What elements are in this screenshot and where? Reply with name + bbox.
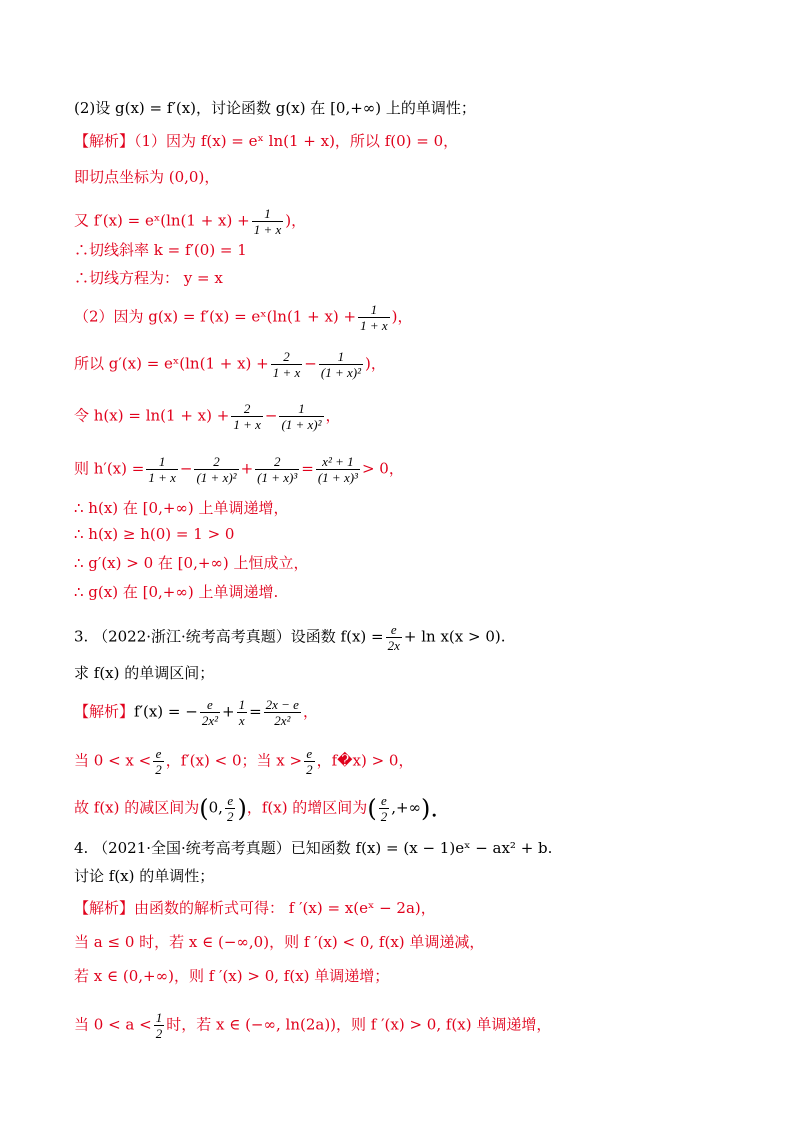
fraction: $\frac{1}{1 + x}$ [360, 302, 388, 333]
problem-4-analysis-line: 【解析】由函数的解析式可得： f ′(x) = x(eˣ − 2a)， [74, 899, 436, 917]
fraction: $\frac{\text{x² + 1}}{\text{(1 + x)³}}$ [317, 454, 358, 485]
fraction: $\frac{e}{2}$ [380, 793, 388, 824]
problem-3-conclusion-line: 故 f(x) 的减区间为(0, $\frac{e}{2}$ )，f(x) 的增区间为( $\frac{e}{2}$ ,+∞). [74, 793, 439, 824]
fraction: $\frac{e}{\text{2x²}}$ [201, 697, 218, 728]
case-a-nonpositive-line: 当 a ≤ 0 时，若 x ∈ (−∞,0)，则 f ′(x) < 0, f(x) 单调递减， [74, 933, 485, 951]
h-prime-line: 则 h′(x) = $\frac{1}{1 + x}$ − $\frac{2}{\text{(1 + x)²}}$ + $\frac{2}{\text{(1 + x)³}}$ = $\frac{\text{x² + 1}}{\text{(1 + x)³}}$ > 0， [74, 454, 404, 485]
fraction: $\frac{2x - e}{\text{2x²}}$ [265, 697, 299, 728]
analysis-tag: 【解析】 [74, 132, 135, 150]
tangent-equation-line: ∴切线方程为： y = x [74, 269, 223, 287]
g-prime-line: 所以 g′(x) = eˣ(ln(1 + x) + $\frac{2}{1 + x}$ − $\frac{1}{\text{(1 + x)²}}$ )， [74, 349, 386, 380]
fraction: $\frac{1}{\text{(1 + x)²}}$ [320, 349, 361, 380]
h-bound-line: ∴ h(x) ≥ h(0) = 1 > 0 [74, 525, 235, 543]
analysis-tag: 【解析】 [74, 899, 135, 917]
h-increasing-line: ∴ h(x) 在 [0,+∞) 上单调递增， [74, 499, 289, 517]
fraction: $\frac{1}{2}$ [155, 1010, 163, 1041]
fraction: $\frac{1}{\text{(1 + x)²}}$ [281, 401, 322, 432]
problem-4-statement: 4. （2021·全国·统考高考真题）已知函数 f(x) = (x − 1)eˣ − ax² + b. [74, 839, 553, 857]
case-positive-x-line: 若 x ∈ (0,+∞)，则 f ′(x) > 0, f(x) 单调递增； [74, 967, 390, 985]
fraction: $\frac{e}{2}$ [155, 746, 162, 777]
fraction: $\frac{2}{\text{(1 + x)³}}$ [257, 454, 298, 485]
fraction: $\frac{2}{1 + x}$ [272, 349, 301, 380]
g-increasing-line: ∴ g(x) 在 [0,+∞) 上单调递增. [74, 583, 279, 601]
g-prime-positive-line: ∴ g′(x) > 0 在 [0,+∞) 上恒成立， [74, 554, 309, 572]
part-2-question: (2)设 g(x) = f′(x)，讨论函数 g(x) 在 [0,+∞) 上的单调性； [74, 99, 476, 117]
problem-3-analysis-line: 【解析】f′(x) = − $\frac{e}{\text{2x²}}$ + $\frac{1}{x}$ = $\frac{2x - e}{\text{2x²}}$ ， [74, 697, 318, 728]
fraction: $\frac{e}{2}$ [226, 793, 234, 824]
analysis-part-1: 【解析】（1）因为 f(x) = eˣ ln(1 + x)，所以 f(0) = 0， [74, 132, 459, 150]
fraction: $\frac{1}{1 + x}$ [148, 454, 176, 485]
problem-4-question: 讨论 f(x) 的单调性； [74, 867, 215, 885]
fraction: $\frac{e}{2x}$ [387, 622, 400, 653]
fraction: $\frac{2}{\text{(1 + x)²}}$ [196, 454, 237, 485]
problem-3-statement: 3. （2022·浙江·统考高考真题）设函数 f(x) = $\frac{e}{2x}$ + ln x(x > 0). [74, 622, 506, 653]
problem-3-question: 求 f(x) 的单调区间； [74, 664, 215, 682]
derivative-line: 又 f′(x) = eˣ(ln(1 + x) + $\frac{1}{1 + x}$ )， [74, 206, 307, 237]
fraction: $\frac{2}{1 + x}$ [233, 401, 261, 432]
slope-line: ∴切线斜率 k = f′(0) = 1 [74, 241, 247, 259]
fraction: $\frac{1}{1 + x}$ [253, 206, 282, 237]
tangent-point-line: 即切点坐标为 (0,0)， [74, 168, 220, 186]
fraction: $\frac{1}{x}$ [238, 697, 246, 728]
fraction: $\frac{e}{2}$ [306, 746, 313, 777]
case-a-small-line: 当 0 < a < $\frac{1}{2}$ 时，若 x ∈ (−∞, ln(2a))，则 f ′(x) > 0, f(x) 单调递增， [74, 1010, 552, 1041]
analysis-tag: 【解析】 [74, 702, 135, 721]
h-definition-line: 令 h(x) = ln(1 + x) + $\frac{2}{1 + x}$ − $\frac{1}{\text{(1 + x)²}}$ ， [74, 401, 341, 432]
part-2-analysis-line: （2）因为 g(x) = f′(x) = eˣ(ln(1 + x) + $\frac{1}{1 + x}$ )， [74, 302, 413, 333]
problem-3-cases-line: 当 0 < x < $\frac{e}{2}$ ，f′(x) < 0；当 x > $\frac{e}{2}$ ，f�x) > 0， [74, 746, 414, 777]
